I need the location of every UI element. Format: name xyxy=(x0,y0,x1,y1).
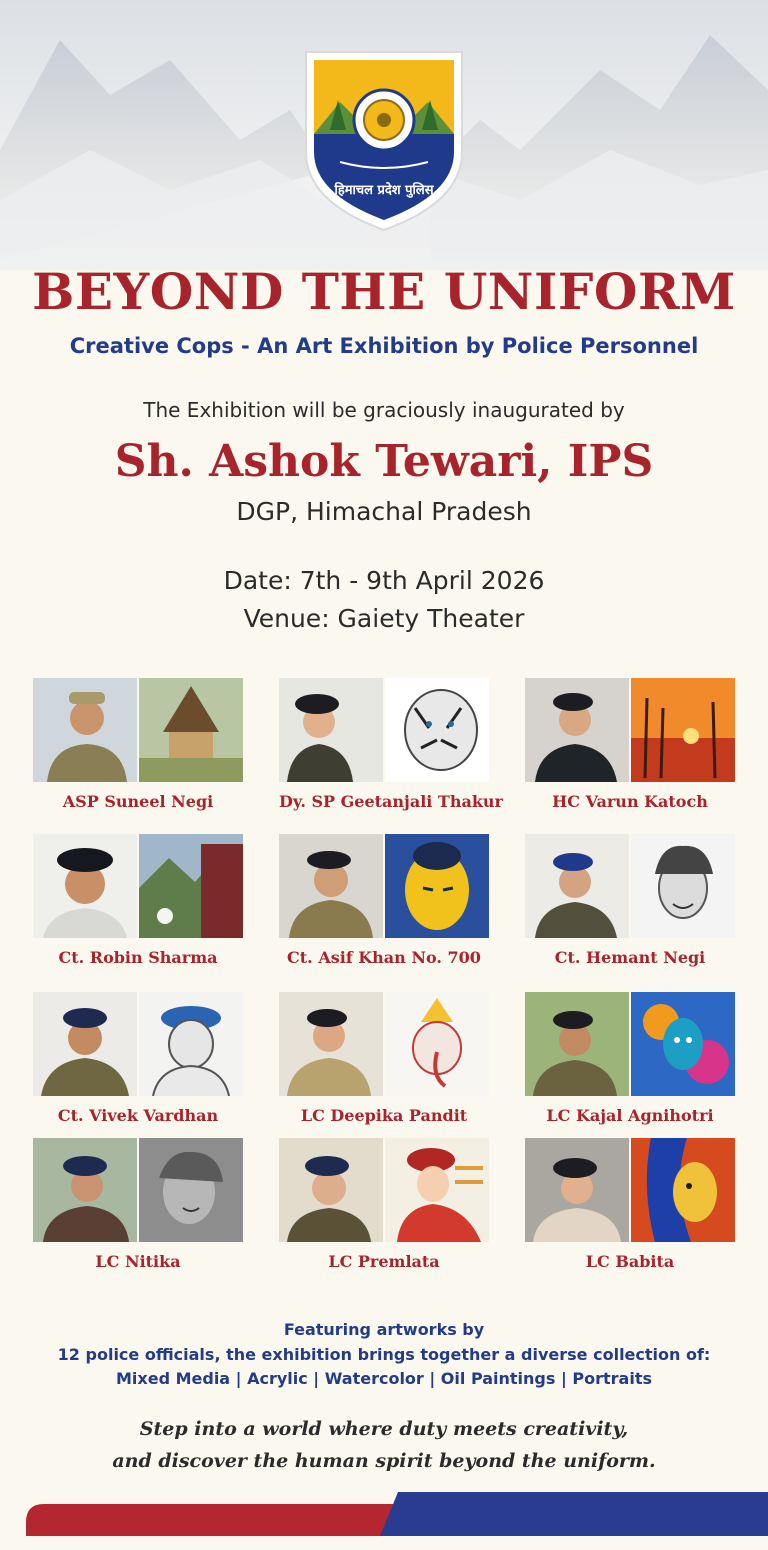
event-title: BEYOND THE UNIFORM xyxy=(32,262,736,321)
event-venue: Venue: Gaiety Theater xyxy=(243,604,525,633)
featuring-media-list: Mixed Media | Acrylic | Watercolor | Oil Paintings | Portraits xyxy=(115,1369,652,1388)
artist-card xyxy=(279,992,489,1138)
artist-portrait xyxy=(33,678,137,782)
artist-portrait xyxy=(525,1138,629,1242)
artist-photos xyxy=(525,992,735,1096)
artwork-temple-painting xyxy=(139,678,243,782)
artist-name: HC Varun Katoch xyxy=(552,792,708,811)
artist-card xyxy=(525,834,735,992)
chief-guest-name: Sh. Ashok Tewari, IPS xyxy=(114,436,654,487)
artist-card xyxy=(279,678,503,834)
artist-name: Dy. SP Geetanjali Thakur xyxy=(279,792,503,811)
artist-card xyxy=(33,678,243,834)
artist-name: LC Premlata xyxy=(328,1252,440,1271)
hp-police-emblem-icon xyxy=(300,42,468,234)
artist-photos xyxy=(525,678,735,782)
artists-grid xyxy=(33,678,735,1294)
artist-name: LC Babita xyxy=(585,1252,675,1271)
artist-photos xyxy=(33,834,243,938)
artist-portrait xyxy=(279,1138,383,1242)
tagline-line-2: and discover the human spirit beyond the uniform. xyxy=(112,1450,656,1472)
chief-guest-title: DGP, Himachal Pradesh xyxy=(236,497,532,526)
artist-portrait xyxy=(279,678,383,782)
artwork-colored-painting xyxy=(385,1138,489,1242)
artist-card xyxy=(33,834,243,992)
featuring-description: 12 police officials, the exhibition brings together a diverse collection of: xyxy=(57,1345,711,1364)
artist-photos xyxy=(33,678,243,782)
artist-card xyxy=(525,678,735,834)
artwork-shiva-painting xyxy=(631,992,735,1096)
hp-police-badge xyxy=(300,42,468,234)
artist-name: Ct. Hemant Negi xyxy=(554,948,706,967)
artwork-tiger-sketch xyxy=(385,678,489,782)
artist-portrait xyxy=(279,992,383,1096)
artist-photos xyxy=(279,834,489,938)
artist-photos xyxy=(279,992,489,1096)
artwork-sunset-painting xyxy=(631,678,735,782)
artwork-ganesha-drawing xyxy=(385,992,489,1096)
artist-portrait xyxy=(33,992,137,1096)
artist-card xyxy=(33,1138,243,1294)
artwork-officer-sketch xyxy=(139,992,243,1096)
artist-card xyxy=(279,834,489,992)
artist-name: LC Nitika xyxy=(95,1252,181,1271)
artist-portrait xyxy=(525,678,629,782)
artist-portrait xyxy=(525,834,629,938)
artist-name: LC Deepika Pandit xyxy=(300,1106,468,1125)
artist-photos xyxy=(525,834,735,938)
artwork-pencil-sketch xyxy=(139,1138,243,1242)
artist-card xyxy=(279,1138,489,1294)
artist-card xyxy=(33,992,243,1138)
event-subtitle: Creative Cops - An Art Exhibition by Police Personnel xyxy=(69,334,699,358)
artist-name: Ct. Robin Sharma xyxy=(58,948,218,967)
artist-photos xyxy=(33,1138,243,1242)
tagline-line-1: Step into a world where duty meets creativity, xyxy=(139,1418,629,1440)
featuring-heading: Featuring artworks by xyxy=(283,1320,485,1339)
artist-portrait xyxy=(33,834,137,938)
artwork-face-painting xyxy=(631,1138,735,1242)
footer-stripes xyxy=(0,1492,768,1542)
artist-name: ASP Suneel Negi xyxy=(62,792,214,811)
artist-portrait xyxy=(33,1138,137,1242)
artist-name: Ct. Vivek Vardhan xyxy=(57,1106,219,1125)
artist-card xyxy=(525,1138,735,1294)
artist-photos xyxy=(279,678,489,782)
artist-name: LC Kajal Agnihotri xyxy=(546,1106,714,1125)
artist-name: Ct. Asif Khan No. 700 xyxy=(287,948,481,967)
artist-photos xyxy=(33,992,243,1096)
artist-portrait xyxy=(525,992,629,1096)
artwork-buddha-painting xyxy=(385,834,489,938)
artist-photos xyxy=(525,1138,735,1242)
artwork-portrait-sketch xyxy=(631,834,735,938)
artist-photos xyxy=(279,1138,489,1242)
badge-text: हिमाचल प्रदेश पुलिस xyxy=(334,183,434,198)
artist-card xyxy=(525,992,735,1138)
event-date: Date: 7th - 9th April 2026 xyxy=(223,566,545,595)
inauguration-line: The Exhibition will be graciously inaugurated by xyxy=(143,398,625,422)
artist-portrait xyxy=(279,834,383,938)
artwork-landscape-painting xyxy=(139,834,243,938)
